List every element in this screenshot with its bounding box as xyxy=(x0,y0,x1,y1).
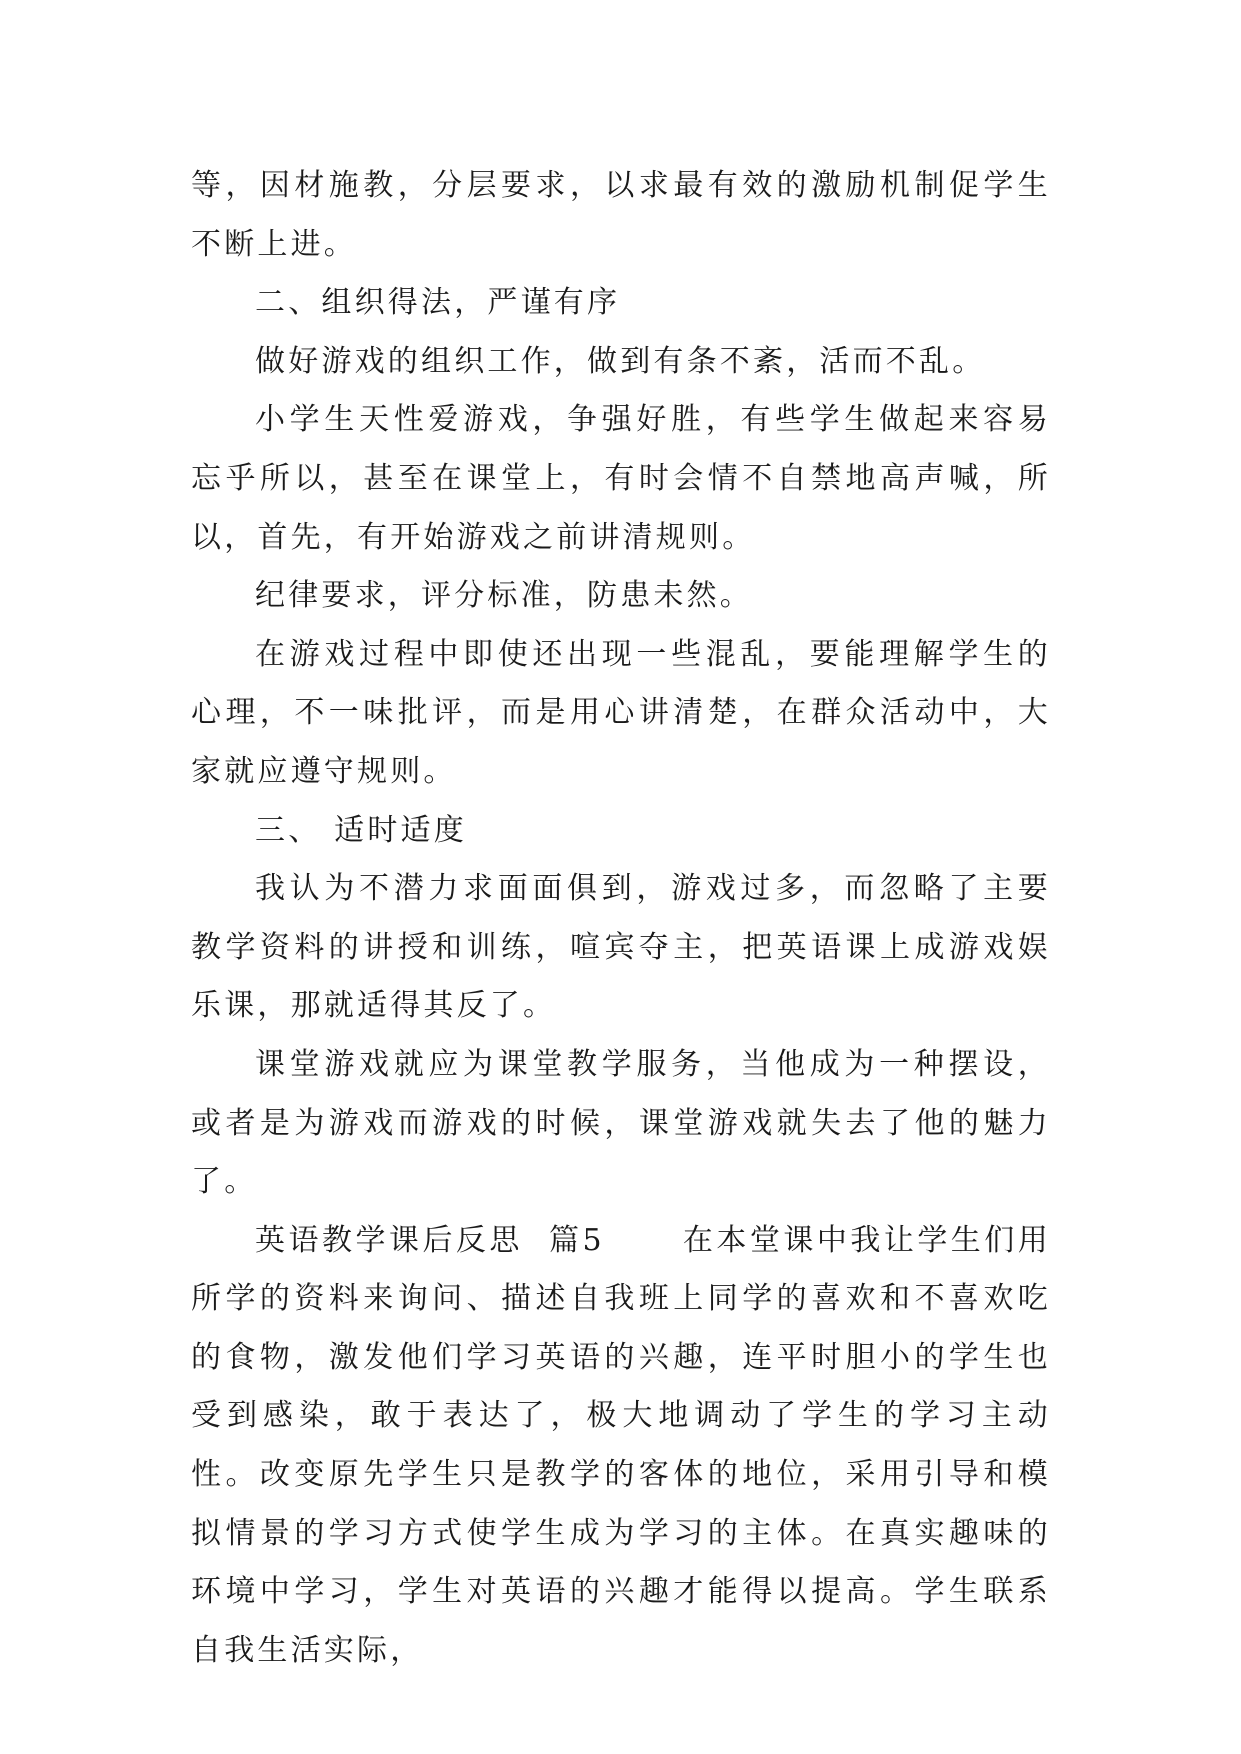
article-5-paragraph: 英语教学课后反思 篇5 在本堂课中我让学生们用所学的资料来询问、描述自我班上同学的喜欢和不喜欢吃的食物，激发他们学习英语的兴趣，连平时胆小的学生也受到感染，敢于表达了，极大地调动了学生的学习主动性。改变原先学生只是教学的客体的地位，采用引导和模拟情景的学习方式使学生成为学习的主体。在真实趣味的环境中学习，学生对英语的兴趣才能得以提高。学生联系自我生活实际， xyxy=(191,1222,1051,1668)
paragraph: 纪律要求，评分标准，防患未然。 xyxy=(255,578,753,614)
paragraph: 做好游戏的组织工作，做到有条不紊，活而不乱。 xyxy=(255,343,986,379)
paragraph: 小学生天性爱游戏，争强好胜，有些学生做起来容易忘乎所以，甚至在课堂上，有时会情不自禁地高声喊，所以，首先，有开始游戏之前讲清规则。 xyxy=(191,402,1051,555)
paragraph: 在游戏过程中即使还出现一些混乱，要能理解学生的心理，不一味批评，而是用心讲清楚，在群众活动中，大家就应遵守规则。 xyxy=(191,636,1051,789)
document-body xyxy=(191,157,1051,1680)
paragraph: 我认为不潜力求面面俱到，游戏过多，而忽略了主要教学资料的讲授和训练，喧宾夺主，把英语课上成游戏娱乐课，那就适得其反了。 xyxy=(191,871,1051,1024)
section-heading-3: 三、 适时适度 xyxy=(255,812,467,848)
paragraph: 课堂游戏就应为课堂教学服务，当他成为一种摆设，或者是为游戏而游戏的时候，课堂游戏就失去了他的魅力了。 xyxy=(191,1046,1051,1200)
section-heading-2: 二、组织得法，严谨有序 xyxy=(255,285,621,321)
paragraph-continuation: 等，因材施教，分层要求，以求最有效的激励机制促学生不断上进。 xyxy=(191,168,1051,262)
